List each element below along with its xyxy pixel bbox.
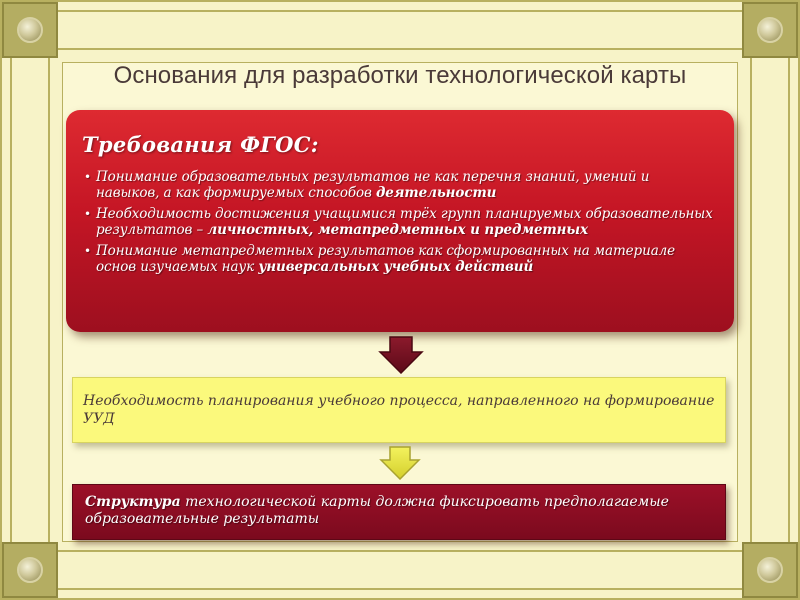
structure-box xyxy=(72,484,726,540)
slide-title: Основания для разработки технологической карты xyxy=(113,62,687,89)
requirement-text: Понимание образовательных результатов не как перечня знаний, умений и навыков, а как формируемых способов xyxy=(96,169,650,201)
requirement-text: Понимание метапредметных результатов как сформированных на материале основ изучаемых наук xyxy=(96,243,676,275)
planning-text: Необходимость планирования учебного процесса, направленного на формирование УУД xyxy=(83,393,715,427)
frame-band-bottom-2 xyxy=(56,588,744,590)
requirement-text: Необходимость достижения учащимися трёх групп планируемых образовательных результатов – xyxy=(96,206,713,238)
planning-box xyxy=(72,377,726,443)
frame-band-left xyxy=(10,56,12,544)
requirement-item xyxy=(82,169,716,201)
corner-knob-icon xyxy=(17,557,43,583)
corner-bottom-right xyxy=(742,542,798,598)
corner-knob-icon xyxy=(757,17,783,43)
corner-top-left xyxy=(2,2,58,58)
structure-text: технологической карты должна фиксировать предполагаемые образовательные результаты xyxy=(85,494,669,527)
requirement-item xyxy=(82,243,716,275)
corner-top-right xyxy=(742,2,798,58)
requirements-list xyxy=(82,169,716,275)
corner-knob-icon xyxy=(17,17,43,43)
corner-bottom-left xyxy=(2,542,58,598)
frame-left-line xyxy=(0,0,2,600)
arrow-down-icon xyxy=(379,446,421,480)
requirements-box xyxy=(66,110,734,332)
structure-emphasis: Структура xyxy=(85,494,181,510)
frame-band-left-2 xyxy=(48,56,50,544)
frame-top-line xyxy=(0,0,800,2)
requirement-emphasis: деятельности xyxy=(376,185,497,201)
frame-band-right-2 xyxy=(788,56,790,544)
frame-band-top xyxy=(56,10,744,12)
corner-knob-icon xyxy=(757,557,783,583)
requirement-item xyxy=(82,206,716,238)
frame-band-right xyxy=(750,56,752,544)
bullet-icon: • xyxy=(84,207,91,221)
requirements-heading: Требования ФГОС: xyxy=(82,132,319,157)
arrow-down-icon xyxy=(378,336,424,374)
bullet-icon: • xyxy=(84,170,91,184)
bullet-icon: • xyxy=(84,244,91,258)
frame-band-top-2 xyxy=(56,48,744,50)
frame-band-bottom xyxy=(56,550,744,552)
requirement-emphasis: универсальных учебных действий xyxy=(258,259,534,275)
requirement-emphasis: личностных, метапредметных и предметных xyxy=(207,222,588,238)
